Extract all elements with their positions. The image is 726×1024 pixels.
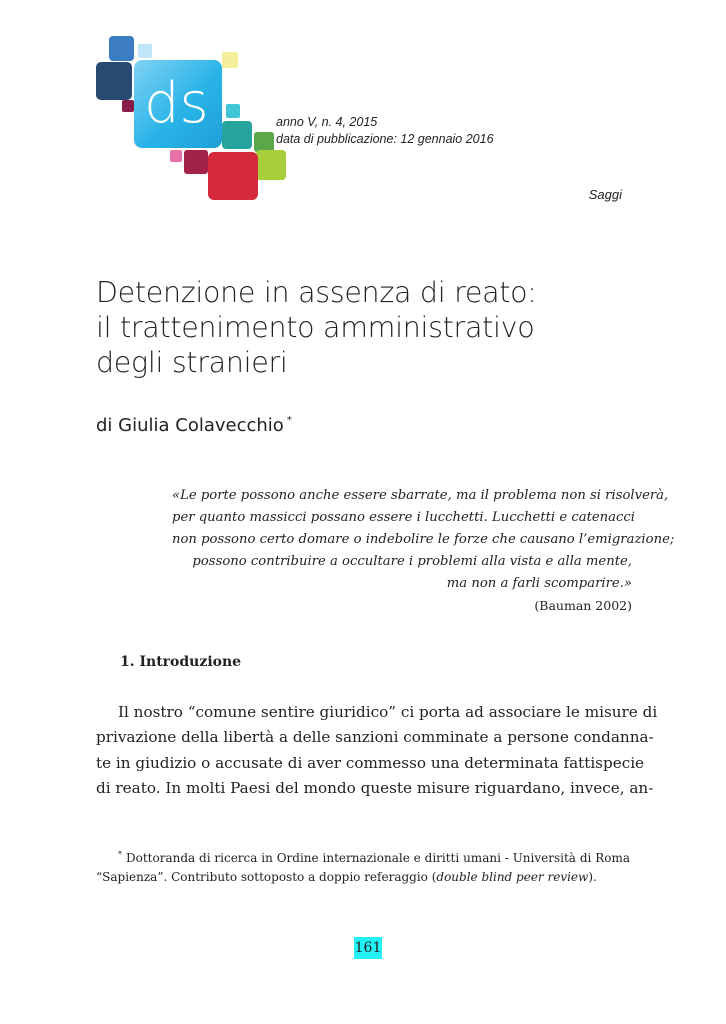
paragraph-line-text: privazione della libertà a delle sanzioni comminate a persone condanna- [96,728,654,747]
paragraph-line [96,751,645,776]
title-line: il trattenimento amministrativo [96,311,535,344]
epigraph-line: possono contribuire a occultare i problemi alla vista e alla mente, [192,554,632,569]
journal-issue: anno V, n. 4, 2015 [276,115,378,129]
author-byline [96,415,292,436]
paragraph-line-text: di reato. In molti Paesi del mondo queste misure riguardano, invece, an- [96,778,654,797]
epigraph-line: non possono certo domare o indebolire le forze che causano l’emigrazione; [172,532,675,547]
logo-square [226,104,240,118]
paragraph-line-text: te in giudizio o accusate di aver commesso una determinata fattispecie [96,753,645,772]
logo-main-square [134,60,222,148]
footnote-text: “Sapienza”. Contributo sottoposto a doppio referaggio ( [96,870,437,884]
journal-logo [0,0,300,210]
epigraph-line: «Le porte possono anche essere sbarrate, ma il problema non si risolverà, [172,488,669,503]
logo-square [138,44,152,58]
logo-text: ds [144,71,209,136]
footnote-reference[interactable]: * [286,415,292,426]
logo-square [184,150,208,174]
paragraph-line [96,700,658,725]
footnote-line [96,868,630,887]
section-label: Saggi [588,187,622,202]
logo-square [170,150,182,162]
footnote-emphasis: double blind peer review [436,870,589,884]
body-paragraph [96,700,658,801]
footnote-line [96,845,630,868]
ds-logo-mark [134,60,222,148]
footnote-mark: * [118,850,122,859]
epigraph-line: per quanto massicci possano essere i lucchetti. Lucchetti e catenacci [172,510,636,525]
logo-square [254,132,274,152]
epigraph-citation: (Bauman 2002) [534,598,632,613]
footnote [96,845,630,887]
logo-square [222,121,252,149]
title-line: degli stranieri [96,346,288,379]
page-number: 161 [354,937,382,959]
paragraph-line [96,725,654,750]
logo-square [96,62,132,100]
title-line: Detenzione in assenza di reato: [96,276,537,309]
epigraph-line: ma non a farli scomparire.» [446,576,632,591]
paragraph-line-text: Il nostro “comune sentire giuridico” ci porta ad associare le misure di [118,703,658,721]
logo-square [222,52,238,68]
publication-date: data di pubblicazione: 12 gennaio 2016 [276,132,494,146]
logo-square [256,150,286,180]
author-name: di Giulia Colavecchio [96,415,284,436]
logo-square [208,152,258,200]
footnote-text: ). [588,870,597,884]
epigraph [172,485,675,617]
section-heading: 1. Introduzione [120,654,242,670]
footnote-text: Dottoranda di ricerca in Ordine internazionale e diritti umani - Università di Roma [126,851,630,865]
paragraph-line [96,776,654,801]
logo-square [122,100,134,112]
logo-square [109,36,134,61]
article-title [96,275,636,380]
journal-meta [276,114,494,148]
